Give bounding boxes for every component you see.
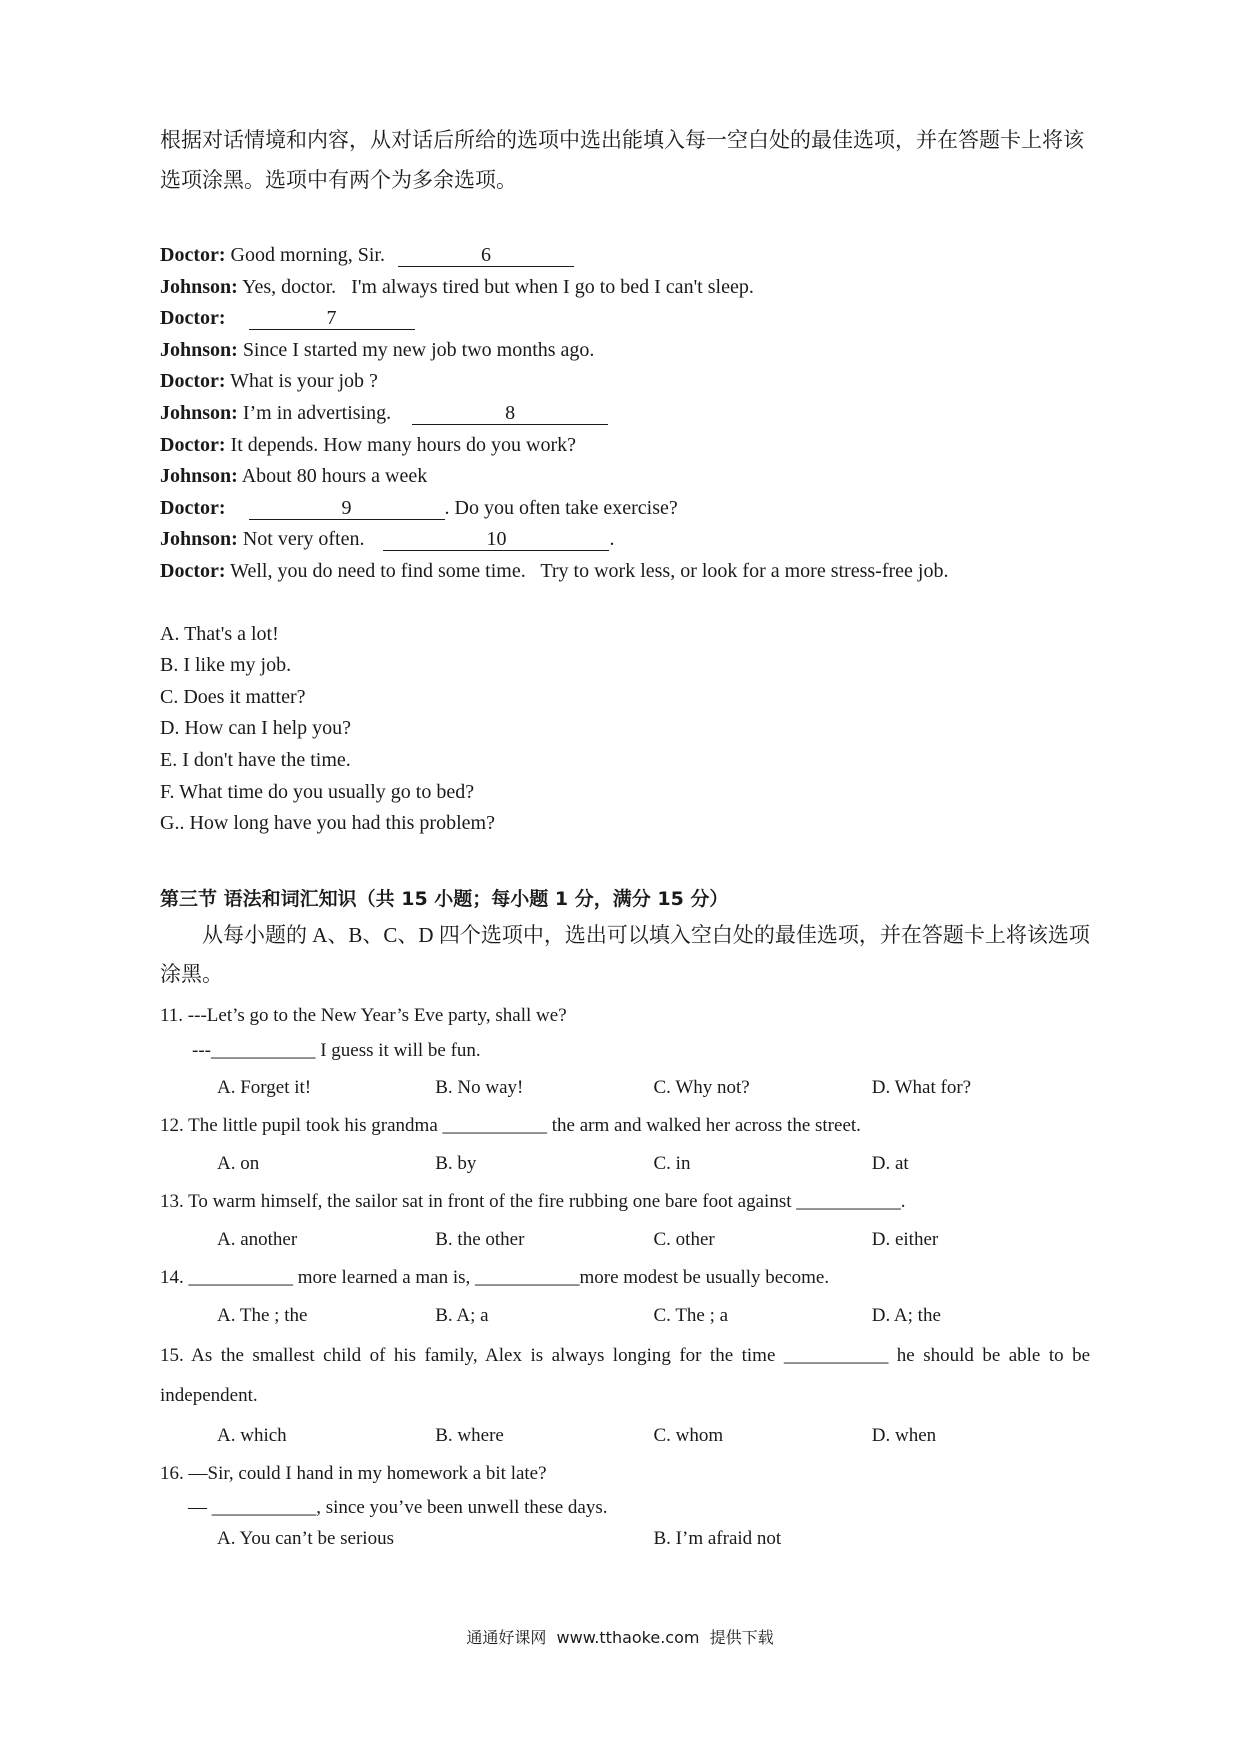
question-stem: 13. To warm himself, the sailor sat in front of the fire rubbing one bare foot against ___________. (160, 1190, 906, 1212)
option-item: E. I don't have the time. (160, 748, 351, 771)
dialogue-line (160, 556, 1090, 588)
dialogue-line (160, 493, 1090, 525)
speaker: Johnson: (160, 275, 238, 298)
dialogue-instructions: 根据对话情境和内容，从对话后所给的选项中选出能填入每一空白处的最佳选项，并在答题卡上将该选项涂黑。选项中有两个为多余选项。 (160, 128, 1084, 192)
answer-choices (160, 1220, 1090, 1260)
option-item: A. That's a lot! (160, 622, 279, 645)
dialogue-line (160, 335, 1090, 367)
choice-a[interactable]: A. another (217, 1228, 298, 1250)
dialogue-line (160, 398, 1090, 430)
dialogue-line (160, 524, 1090, 556)
dialogue-line (160, 240, 1090, 272)
speaker: Johnson: (160, 401, 238, 424)
option-item: B. I like my job. (160, 654, 292, 677)
choice-d[interactable]: D. What for? (871, 1076, 972, 1098)
question-11 (160, 998, 1090, 1108)
speaker: Doctor: (160, 496, 226, 519)
question-stem: 12. The little pupil took his grandma ___________ the arm and walked her across the street. (160, 1114, 861, 1136)
choice-c[interactable]: C. The ; a (653, 1304, 729, 1326)
choice-a[interactable]: A. Forget it! (217, 1076, 312, 1098)
choice-a[interactable]: A. on (217, 1152, 260, 1174)
choice-d[interactable]: D. A; the (871, 1304, 941, 1326)
answer-blank-7[interactable]: 7 (249, 307, 415, 330)
question-stem: 15. As the smallest child of his family, Alex is always longing for the time ___________ he should be able to be independent. (160, 1344, 1090, 1406)
line-text: Not very often. (242, 528, 365, 551)
dialogue-line (160, 366, 1090, 398)
answer-choices (160, 1416, 1090, 1456)
answer-choices (160, 1296, 1090, 1336)
dialogue-line (160, 303, 1090, 335)
choice-c[interactable]: C. whom (653, 1424, 724, 1446)
dialogue-line (160, 272, 1090, 304)
option-item: G.. How long have you had this problem? (160, 812, 495, 835)
question-12 (160, 1108, 1090, 1184)
answer-choices (160, 1524, 1090, 1554)
answer-blank-9[interactable]: 9 (249, 497, 445, 520)
dialogue (160, 240, 1090, 588)
choice-b[interactable]: B. I’m afraid not (653, 1527, 782, 1549)
question-13 (160, 1184, 1090, 1260)
line-text: . Do you often take exercise? (444, 496, 678, 519)
choice-b[interactable]: B. where (435, 1424, 504, 1446)
section-heading: 第三节 语法和词汇知识（共 15 小题；每小题 1 分，满分 15 分） (160, 887, 729, 910)
choice-b[interactable]: B. the other (435, 1228, 525, 1250)
line-text: Yes, doctor. I'm always tired but when I go to bed I can't sleep. (242, 275, 754, 298)
line-text: About 80 hours a week (241, 465, 428, 488)
speaker: Doctor: (160, 244, 226, 266)
line-text: What is your job ? (230, 370, 378, 393)
choice-a[interactable]: A. which (217, 1424, 287, 1446)
line-text: . (609, 528, 615, 551)
choice-a[interactable]: A. You can’t be serious (217, 1527, 394, 1549)
choice-b[interactable]: B. A; a (435, 1304, 489, 1326)
answer-blank-6[interactable]: 6 (398, 244, 574, 267)
choice-a[interactable]: A. The ; the (217, 1304, 308, 1326)
choice-b[interactable]: B. by (435, 1152, 477, 1174)
page-footer: 通通好课网 www.tthaoke.com 提供下载 (466, 1628, 774, 1647)
speaker: Doctor: (160, 307, 226, 330)
speaker: Doctor: (160, 433, 226, 456)
question-stem: 11. ---Let’s go to the New Year’s Eve party, shall we? (160, 1004, 567, 1026)
line-text: Good morning, Sir. (230, 244, 385, 266)
answer-blank-8[interactable]: 8 (412, 402, 608, 425)
line-text: Since I started my new job two months ago. (242, 338, 595, 361)
question-reply: ---___________ I guess it will be fun. (192, 1039, 481, 1061)
question-15 (160, 1336, 1090, 1456)
dialogue-options (160, 619, 1090, 840)
section-instructions: 从每小题的 A、B、C、D 四个选项中，选出可以填入空白处的最佳选项，并在答题卡上将该选项涂黑。 (160, 922, 1090, 986)
choice-d[interactable]: D. at (871, 1152, 909, 1174)
line-text: It depends. How many hours do you work? (230, 433, 577, 456)
question-stem: 14. ___________ more learned a man is, ___________more modest be usually become. (160, 1266, 830, 1288)
option-item: C. Does it matter? (160, 685, 306, 708)
choice-d[interactable]: D. either (871, 1228, 939, 1250)
line-text: Well, you do need to find some time. Try to work less, or look for a more stress-free job. (230, 559, 949, 582)
choice-b[interactable]: B. No way! (435, 1076, 524, 1098)
speaker: Johnson: (160, 338, 238, 361)
question-14 (160, 1260, 1090, 1336)
question-reply: — ___________, since you’ve been unwell these days. (188, 1496, 608, 1518)
dialogue-line (160, 461, 1090, 493)
option-item: D. How can I help you? (160, 717, 352, 740)
question-16 (160, 1456, 1090, 1554)
choice-d[interactable]: D. when (871, 1424, 937, 1446)
question-stem: 16. —Sir, could I hand in my homework a bit late? (160, 1462, 547, 1484)
answer-choices (160, 1144, 1090, 1184)
answer-blank-10[interactable]: 10 (383, 528, 609, 551)
speaker: Johnson: (160, 528, 238, 551)
speaker: Doctor: (160, 370, 226, 393)
dialogue-line (160, 430, 1090, 462)
speaker: Johnson: (160, 465, 238, 488)
choice-c[interactable]: C. Why not? (653, 1076, 750, 1098)
choice-c[interactable]: C. other (653, 1228, 715, 1250)
document-page (160, 120, 1090, 1554)
answer-choices (160, 1068, 1090, 1108)
speaker: Doctor: (160, 559, 226, 582)
line-text: I’m in advertising. (242, 401, 392, 424)
choice-c[interactable]: C. in (653, 1152, 691, 1174)
option-item: F. What time do you usually go to bed? (160, 780, 475, 803)
